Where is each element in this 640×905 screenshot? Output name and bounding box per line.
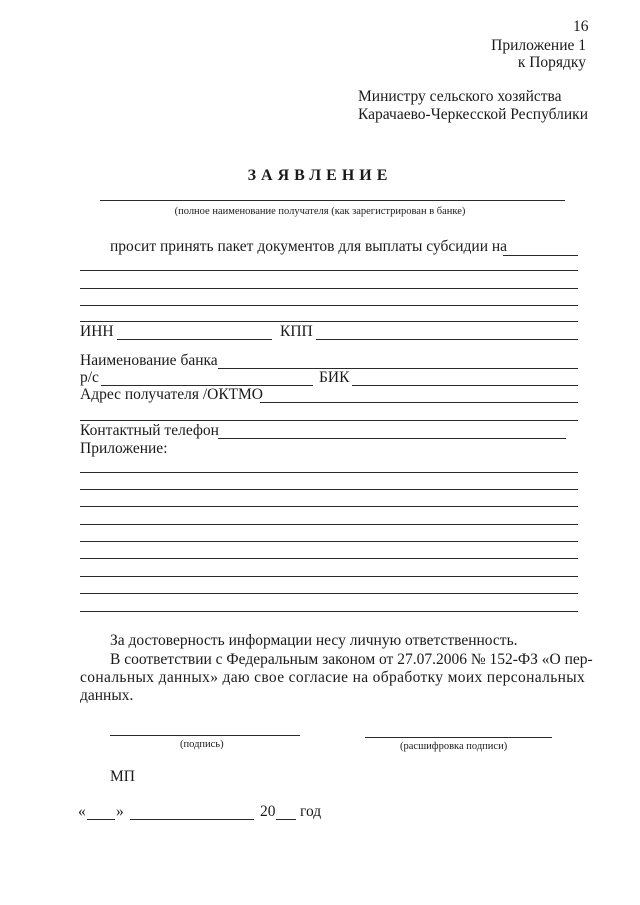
address-field-line[interactable] — [260, 402, 578, 403]
attachment-line[interactable] — [80, 489, 578, 490]
page-number: 16 — [573, 18, 589, 35]
attachment-label: Приложение: — [80, 440, 168, 457]
signature-decryption-caption: (расшифровка подписи) — [400, 741, 508, 752]
kpp-label: КПП — [280, 323, 313, 340]
attachment-line[interactable] — [80, 558, 578, 559]
subsidy-purpose-line[interactable] — [503, 255, 578, 256]
account-label: р/с — [80, 369, 99, 386]
request-continuation-line[interactable] — [80, 270, 578, 271]
appendix-number: Приложение 1 — [491, 37, 586, 54]
phone-label: Контактный телефон — [80, 422, 219, 439]
date-month-line[interactable] — [130, 819, 254, 820]
address-continuation-line[interactable] — [80, 420, 578, 421]
document-title: ЗАЯВЛЕНИЕ — [247, 167, 393, 184]
consent-line-3: данных. — [80, 687, 134, 704]
bik-label: БИК — [319, 369, 350, 386]
signature-decryption-line[interactable] — [365, 737, 552, 738]
bik-field-line[interactable] — [352, 385, 578, 386]
date-year-suffix: год — [300, 803, 322, 820]
stamp-label: МП — [110, 768, 135, 785]
inn-field-line[interactable] — [117, 339, 272, 340]
consent-line-1: В соответствии с Федеральным законом от 27.07.2006 № 152-ФЗ «О пер- — [110, 651, 593, 668]
responsibility-statement: За достоверность информации несу личную ответственность. — [110, 632, 518, 649]
attachment-line[interactable] — [80, 611, 578, 612]
kpp-field-line[interactable] — [316, 339, 578, 340]
bank-name-field-line[interactable] — [218, 368, 578, 369]
bank-name-label: Наименование банка — [80, 352, 218, 369]
attachment-line[interactable] — [80, 506, 578, 507]
request-continuation-line[interactable] — [80, 288, 578, 289]
attachment-line[interactable] — [80, 472, 578, 473]
attachment-line[interactable] — [80, 541, 578, 542]
date-day-line[interactable] — [87, 819, 115, 820]
attachment-line[interactable] — [80, 593, 578, 594]
request-continuation-line[interactable] — [80, 321, 578, 322]
appendix-reference: к Порядку — [517, 54, 586, 71]
addressee-line-2: Карачаево-Черкесской Республики — [358, 106, 588, 123]
date-close-quote: » — [116, 803, 124, 820]
request-text: просит принять пакет документов для выплаты субсидии на — [110, 238, 508, 255]
inn-label: ИНН — [80, 323, 114, 340]
date-year-prefix: 20 — [260, 803, 276, 820]
phone-field-line[interactable] — [218, 438, 566, 439]
date-year-line[interactable] — [276, 819, 296, 820]
address-label: Адрес получателя /ОКТМО — [80, 386, 263, 403]
recipient-name-line[interactable] — [100, 200, 565, 201]
addressee-line-1: Министру сельского хозяйства — [358, 88, 562, 105]
consent-line-2: сональных данных» даю свое согласие на обработку моих персональных — [80, 669, 586, 686]
attachment-line[interactable] — [80, 524, 578, 525]
request-continuation-line[interactable] — [80, 305, 578, 306]
signature-line[interactable] — [110, 735, 300, 736]
recipient-caption: (полное наименование получателя (как зарегистрирован в банке) — [174, 206, 466, 217]
date-open-quote: « — [78, 803, 86, 820]
signature-caption: (подпись) — [180, 739, 224, 750]
attachment-line[interactable] — [80, 576, 578, 577]
